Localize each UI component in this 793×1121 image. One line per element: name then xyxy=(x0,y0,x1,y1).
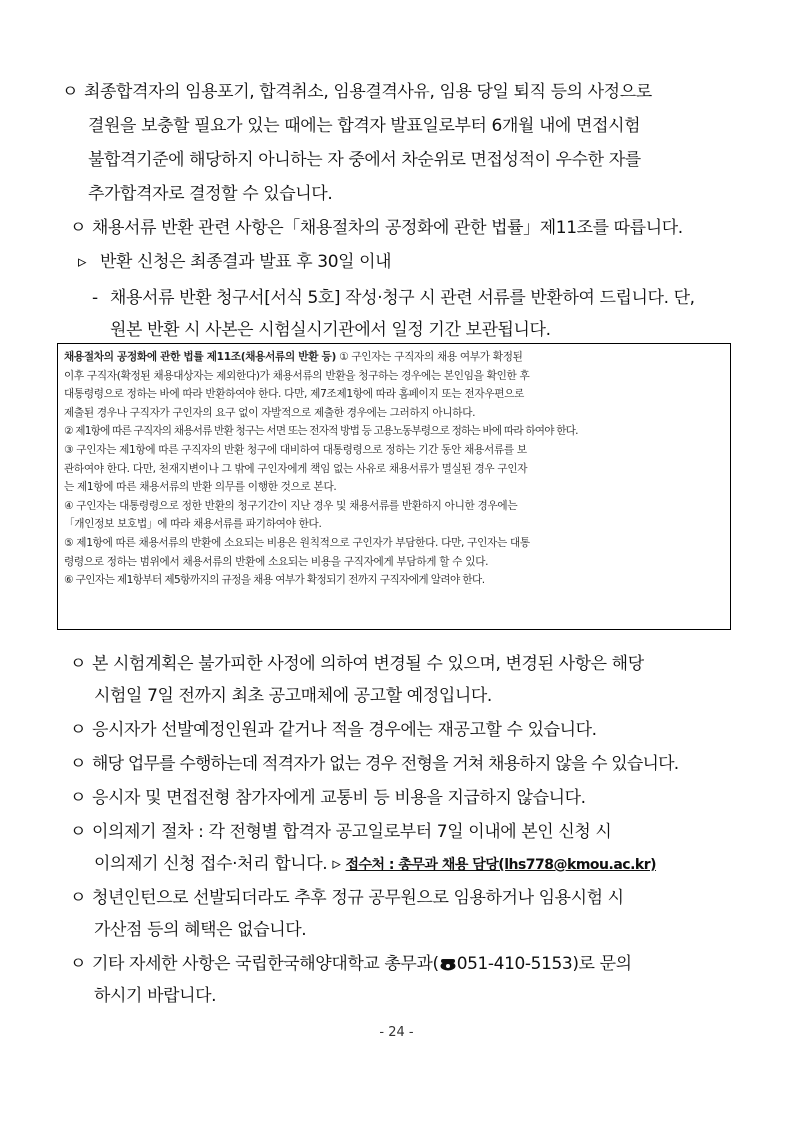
bullet: ㅇ xyxy=(70,218,87,238)
item-3-line xyxy=(70,752,678,776)
sub2-text-1: 채용서류 반환 청구서[서식 5호] 작성·청구 시 관련 서류를 반환하여 드립니다. 단, xyxy=(110,288,695,308)
item-1-line-1 xyxy=(70,652,644,676)
law-row: 제출된 경우나 구직자가 구인자의 요구 없이 자발적으로 제출한 경우에는 그러하지 아니하다. xyxy=(64,406,476,419)
inquiry-line-2: 하시기 바랍니다. xyxy=(94,986,217,1006)
bullet: ㅇ xyxy=(70,788,87,808)
youth-line-2: 가산점 등의 혜택은 없습니다. xyxy=(94,920,307,940)
sub2-line-2: 원본 반환 시 사본은 시험실시기관에서 일정 기간 보관됩니다. xyxy=(110,320,551,340)
law-excerpt-box xyxy=(57,343,731,630)
law-row: 는 제1항에 따른 채용서류의 반환 의무를 이행한 것으로 본다. xyxy=(64,481,337,494)
law-row: ③ 구인자는 제1항에 따른 구직자의 반환 청구에 대비하여 대통령령으로 정하는 기간 동안 채용서류를 보 xyxy=(64,443,527,456)
law-row: 관하여야 한다. 다만, 천재지변이나 그 밖에 구인자에게 책임 없는 사유로 채용서류가 멸실된 경우 구인자 xyxy=(64,462,528,475)
item-2-line xyxy=(70,718,597,742)
bullet: ㅇ xyxy=(70,720,87,740)
triangle-marker-icon: ▹ xyxy=(332,854,341,874)
phone-number: 051-410-5153)로 문의 xyxy=(456,954,632,974)
inquiry-text-a: 기타 자세한 사항은 국립한국해양대학교 총무과( xyxy=(92,954,439,974)
item-1-text-1: 본 시험계획은 불가피한 사정에 의하여 변경될 수 있으며, 변경된 사항은 해당 xyxy=(92,654,644,674)
law-row: 대통령령으로 정하는 바에 따라 반환하여야 한다. 다만, 제7조제1항에 따라 홈페이지 또는 전자우편으로 xyxy=(64,388,525,401)
phone-icon xyxy=(440,954,456,978)
bullet: ㅇ xyxy=(70,822,87,842)
law-row: ⑤ 제1항에 따른 채용서류의 반환에 소요되는 비용은 원칙적으로 구인자가 부담한다. 다만, 구인자는 대통 xyxy=(64,536,530,549)
item-4-line xyxy=(70,786,586,810)
bullet: ㅇ xyxy=(70,954,87,974)
youth-line-1 xyxy=(70,886,624,910)
sub2-line-1 xyxy=(92,286,695,310)
contact-link[interactable]: 접수처 : 총무과 채용 담당(lhs778@kmou.ac.kr) xyxy=(345,857,657,873)
law-row: ② 제1항에 따른 구직자의 채용서류 반환 청구는 서면 또는 전자적 방법 등 고용노동부령으로 정하는 바에 따라 하여야 한다. xyxy=(64,425,578,438)
law-row: ④ 구인자는 대통령령으로 정한 반환의 청구기간이 지난 경우 및 채용서류를 반환하지 아니한 경우에는 xyxy=(64,499,518,512)
triangle-bullet-icon: ▹ xyxy=(78,252,87,272)
item-2-text: 응시자가 선발예정인원과 같거나 적을 경우에는 재공고할 수 있습니다. xyxy=(92,720,597,740)
dash-bullet: - xyxy=(92,288,98,308)
bullet: ㅇ xyxy=(62,82,79,102)
item-5-line xyxy=(70,820,611,844)
law-row: 「개인정보 보호법」에 따라 채용서류를 파기하여야 한다. xyxy=(64,518,322,531)
item-1-line-2: 시험일 7일 전까지 최초 공고매체에 공고할 예정입니다. xyxy=(94,686,492,706)
item-4-text: 응시자 및 면접전형 참가자에게 교통비 등 비용을 지급하지 않습니다. xyxy=(92,788,586,808)
sub1-text: 반환 신청은 최종결과 발표 후 30일 이내 xyxy=(100,252,392,272)
law-row: 이후 구직자(확정된 채용대상자는 제외한다)가 채용서류의 반환을 청구하는 경우에는 본인임을 확인한 후 xyxy=(64,369,530,382)
law-row: ⑥ 구인자는 제1항부터 제5항까지의 규정을 채용 여부가 확정되기 전까지 구직자에게 알려야 한다. xyxy=(64,574,485,587)
item-5-text: 이의제기 절차 : 각 전형별 합격자 공고일로부터 7일 이내에 본인 신청 시 xyxy=(92,822,612,842)
bullet: ㅇ xyxy=(70,654,87,674)
para1-text-1: 최종합격자의 임용포기, 합격취소, 임용결격사유, 임용 당일 퇴직 등의 사정으로 xyxy=(84,82,652,102)
law-row xyxy=(64,348,724,367)
law-text: ① 구인자는 구직자의 채용 여부가 확정된 xyxy=(336,351,523,363)
para1-line-1 xyxy=(62,80,652,104)
sub1-line xyxy=(78,250,391,274)
para2-text: 채용서류 반환 관련 사항은「채용절차의 공정화에 관한 법률」제11조를 따릅니다. xyxy=(92,218,683,238)
para1-line-4: 추가합격자로 결정할 수 있습니다. xyxy=(88,184,333,204)
youth-text-1: 청년인턴으로 선발되더라도 추후 정규 공무원으로 임용하거나 임용시험 시 xyxy=(92,888,624,908)
item-3-text: 해당 업무를 수행하는데 적격자가 없는 경우 전형을 거쳐 채용하지 않을 수 있습니다. xyxy=(92,754,679,774)
law-title: 채용절차의 공정화에 관한 법률 제11조(채용서류의 반환 등) xyxy=(64,351,337,363)
objection-line xyxy=(94,852,656,877)
objection-text: 이의제기 신청 접수·처리 합니다. xyxy=(94,854,333,874)
law-row: 령령으로 정하는 범위에서 채용서류의 반환에 소요되는 비용을 구직자에게 부담하게 할 수 있다. xyxy=(64,555,489,568)
bullet: ㅇ xyxy=(70,754,86,774)
bullet: ㅇ xyxy=(70,888,87,908)
para2-line xyxy=(70,216,683,240)
para1-line-2: 결원을 보충할 필요가 있는 때에는 합격자 발표일로부터 6개월 내에 면접시험 xyxy=(88,116,641,136)
page-number: - 24 - xyxy=(379,1025,414,1040)
para1-line-3: 불합격기준에 해당하지 아니하는 자 중에서 차순위로 면접성적이 우수한 자를 xyxy=(88,150,641,170)
inquiry-line-1 xyxy=(70,952,632,978)
